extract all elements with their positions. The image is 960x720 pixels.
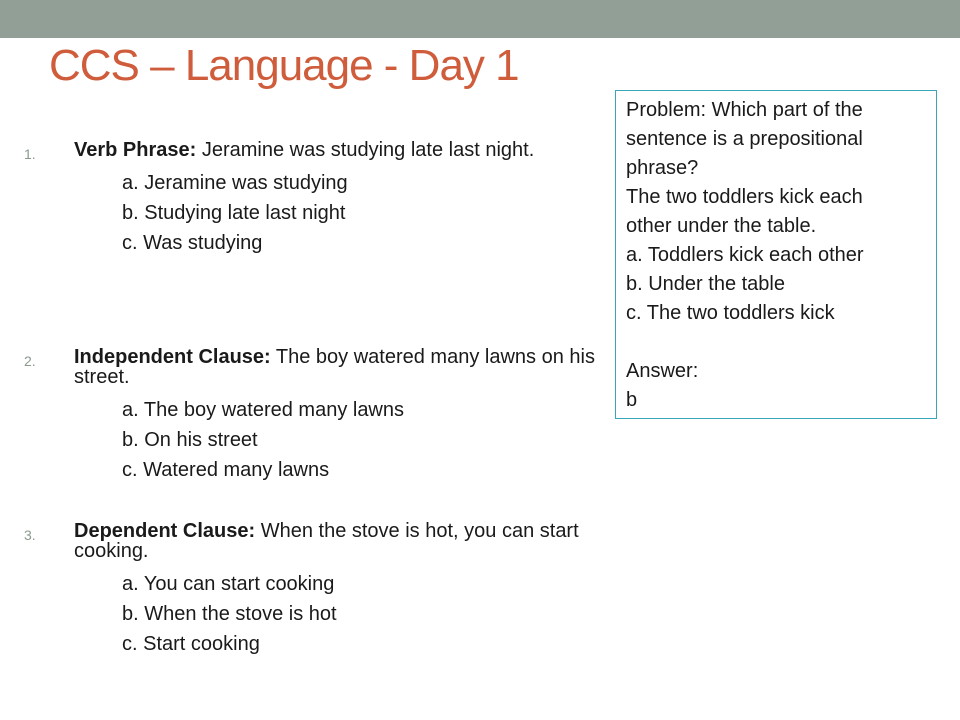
top-accent-bar bbox=[0, 0, 960, 38]
question-prompt bbox=[74, 521, 604, 561]
problem-line: b. Under the table bbox=[626, 273, 785, 295]
answer-option: a. You can start cooking bbox=[122, 573, 335, 595]
answer-options bbox=[122, 569, 604, 659]
answer-value: b bbox=[626, 389, 638, 411]
answer-option: b. Studying late last night bbox=[122, 202, 346, 224]
problem-box bbox=[615, 90, 937, 419]
answer-option: c. Was studying bbox=[122, 232, 263, 254]
problem-line: c. The two toddlers kick bbox=[626, 302, 835, 324]
question-number: 2. bbox=[24, 353, 36, 369]
answer-option: b. On his street bbox=[122, 429, 258, 451]
slide-title: CCS – Language - Day 1 bbox=[49, 41, 519, 90]
answer-option: c. Watered many lawns bbox=[122, 459, 330, 481]
question-sentence: When the stove is hot, you can start cooking. bbox=[74, 520, 579, 562]
question-sentence: Jeramine was studying late last night. bbox=[196, 139, 535, 161]
question-sentence: The boy watered many lawns on his street. bbox=[74, 346, 595, 388]
question-term: Dependent Clause: bbox=[74, 520, 256, 542]
answer-option: a. The boy watered many lawns bbox=[122, 399, 405, 421]
question-1 bbox=[24, 140, 604, 258]
problem-line bbox=[626, 328, 936, 357]
question-prompt bbox=[74, 347, 604, 387]
question-term: Independent Clause: bbox=[74, 346, 271, 368]
problem-line: Problem: Which part of the bbox=[626, 99, 863, 121]
problem-line: a. Toddlers kick each other bbox=[626, 244, 864, 266]
problem-line: phrase? bbox=[626, 157, 699, 179]
question-term: Verb Phrase: bbox=[74, 139, 197, 161]
question-number: 1. bbox=[24, 146, 36, 162]
answer-label: Answer: bbox=[626, 360, 699, 382]
answer-options bbox=[122, 168, 604, 258]
question-3 bbox=[24, 521, 604, 659]
answer-options bbox=[122, 395, 604, 485]
question-2 bbox=[24, 347, 604, 485]
answer-option: a. Jeramine was studying bbox=[122, 172, 348, 194]
answer-option: c. Start cooking bbox=[122, 633, 260, 655]
question-number: 3. bbox=[24, 527, 36, 543]
question-prompt bbox=[74, 140, 604, 160]
answer-option: b. When the stove is hot bbox=[122, 603, 337, 625]
problem-line: The two toddlers kick each bbox=[626, 186, 863, 208]
problem-line: sentence is a prepositional bbox=[626, 128, 863, 150]
problem-line: other under the table. bbox=[626, 215, 817, 237]
